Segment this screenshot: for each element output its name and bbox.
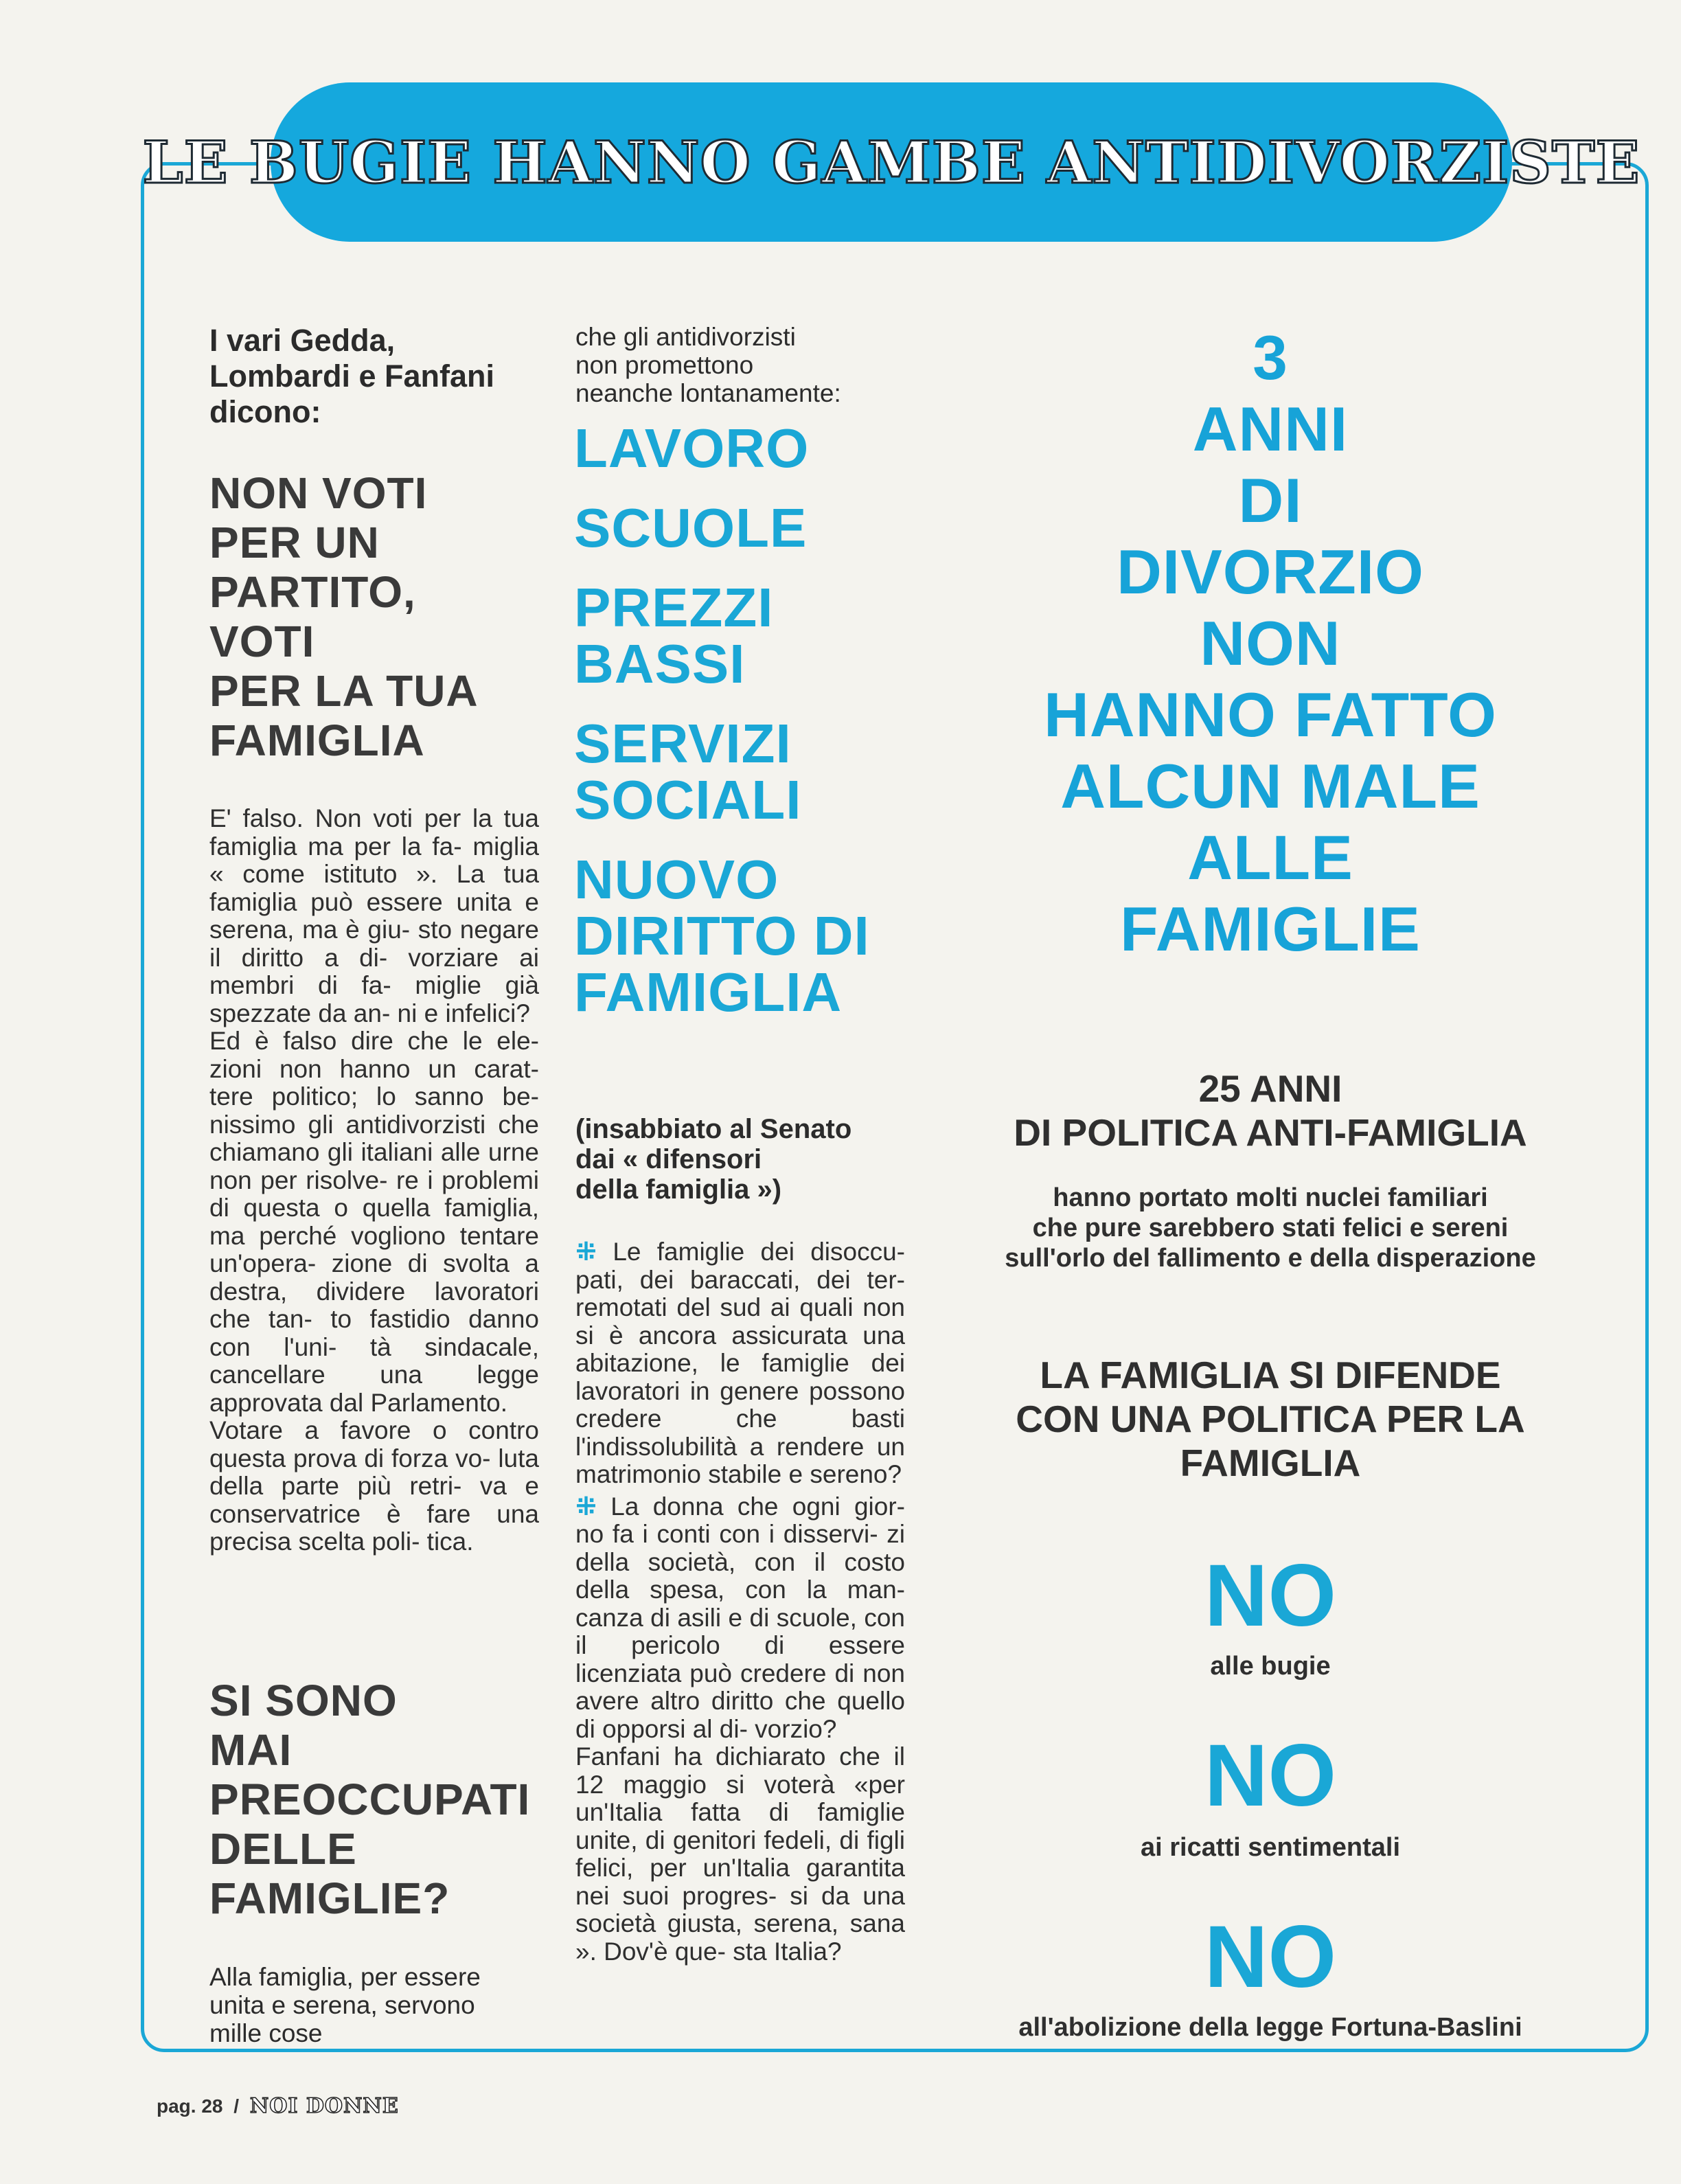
- heading-line: DELLE: [209, 1824, 357, 1874]
- col3-section2-title: [941, 1353, 1600, 1485]
- section-title-line: CON UNA POLITICA PER LA: [1016, 1398, 1525, 1440]
- no-slogan-1: NO: [1204, 1547, 1336, 1645]
- col3-section1-text: [941, 1183, 1600, 1273]
- note-line: (insabbiato al Senato: [575, 1114, 852, 1144]
- headline-line: FAMIGLIE: [1120, 895, 1421, 964]
- body-paragraph: Ed è falso dire che le ele- zioni non hanno un carat- tere politico; lo sanno be- nissimo gli antidivorzisti che chiamano gli italiani alle urne non per risolve- re i problemi di questa o quella famiglia, ma perché vogliono tentare un'opera- zione di svolta a destra, dividere lavoratori che tan- to fastidio danno con l'uni- tà sindacale, cancellare una legge approvata dal Parlamento.: [209, 1027, 539, 1417]
- col1-heading-1: [209, 468, 479, 765]
- intro-line: dicono:: [209, 394, 321, 429]
- body-paragraph: Alla famiglia, per essere unita e serena, servono mille cose: [209, 1963, 481, 2047]
- heading-line: PER LA TUA: [209, 666, 479, 716]
- section-title-line: FAMIGLIA: [1180, 1442, 1361, 1484]
- col1-intro: [209, 323, 494, 430]
- headline-line: DIVORZIO: [1117, 538, 1424, 607]
- body-paragraph: Votare a favore o contro questa prova di forza vo- luta della parte più retri- va e conservatrice è fare una precisa scelta poli- tica.: [209, 1416, 539, 1556]
- demand-item: SERVIZI SOCIALI: [574, 713, 802, 830]
- col2-intro: [575, 323, 841, 407]
- page-title: LE BUGIE HANNO GAMBE ANTIDIVORZISTE: [142, 128, 1640, 196]
- footer-separator: /: [233, 2095, 240, 2117]
- demand-item: PREZZI BASSI: [574, 577, 774, 694]
- no-slogan-3: NO: [1204, 1908, 1336, 2006]
- col1-closing: [209, 1963, 532, 2047]
- headline-line: ALCUN MALE: [1060, 752, 1480, 821]
- no-slogan-1-text: alle bugie: [1210, 1652, 1331, 1681]
- col3-headline: [941, 323, 1600, 966]
- heading-line: PER UN: [209, 518, 380, 567]
- asterisk-bullet-icon: ⁜: [575, 1492, 597, 1521]
- headline-line: DI: [1238, 466, 1303, 536]
- demand-item: SCUOLE: [574, 497, 808, 558]
- intro-line: Lombardi e Fanfani: [209, 359, 495, 394]
- section-title-line: LA FAMIGLIA SI DIFENDE: [1040, 1354, 1501, 1396]
- body-paragraph: La donna che ogni gior- no fa i conti con i disservi- zi della società, con il costo della spesa, con la man- canza di asili e di scuole, con il pericolo di essere licenziata può credere di non avere altro diritto che quello di opporsi al di- vorzio?: [575, 1492, 905, 1743]
- headline-line: NON: [1200, 609, 1341, 679]
- heading-line: PARTITO,: [209, 567, 416, 617]
- note-line: dai « difensori: [575, 1144, 762, 1174]
- col1-heading-2: [209, 1676, 530, 1923]
- title-banner: [142, 82, 1640, 242]
- heading-line: MAI: [209, 1725, 293, 1775]
- heading-line: FAMIGLIE?: [209, 1874, 450, 1923]
- heading-line: NON VOTI: [209, 468, 428, 518]
- section-text-line: che pure sarebbero stati felici e sereni: [1032, 1214, 1509, 1242]
- col1-body: [209, 805, 539, 1556]
- no-slogan-3-text: all'abolizione della legge Fortuna-Baslini: [1018, 2013, 1522, 2042]
- demand-item: LAVORO: [574, 418, 810, 479]
- headline-line: 3: [1253, 323, 1288, 393]
- col3-section1-title: [941, 1067, 1600, 1154]
- body-paragraph: E' falso. Non voti per la tua famiglia ma per la fa- miglia « come istituto ». La tua famiglia può essere unita e serena, ma è giu- sto negare il diritto a di- vorziare ai membri di fa- miglie già spezzate da an- ni e infelici?: [209, 804, 539, 1027]
- col2-demands-list: [574, 420, 890, 1044]
- body-paragraph: Fanfani ha dichiarato che il 12 maggio si voterà «per un'Italia fatta di famiglie unite, di genitori fedeli, di figli felici, per un'Italia garantita nei suoi progres- si da una società giusta, serena, sana ». Dov'è que- sta Italia?: [575, 1742, 905, 1966]
- col2-note: [575, 1114, 851, 1205]
- asterisk-bullet-icon: ⁜: [575, 1238, 597, 1266]
- headline-line: ANNI: [1192, 395, 1349, 464]
- intro-line: non promettono: [575, 351, 754, 379]
- section-text-line: hanno portato molti nuclei familiari: [1053, 1183, 1488, 1212]
- intro-line: neanche lontanamente:: [575, 379, 841, 407]
- note-line: della famiglia »): [575, 1174, 782, 1205]
- heading-line: VOTI: [209, 617, 315, 666]
- heading-line: FAMIGLIA: [209, 716, 425, 765]
- heading-line: SI SONO: [209, 1676, 398, 1725]
- page-footer: [157, 2094, 399, 2118]
- intro-line: I vari Gedda,: [209, 323, 396, 358]
- no-slogan-2-text: ai ricatti sentimentali: [1140, 1833, 1400, 1862]
- page-number: pag. 28: [157, 2095, 223, 2117]
- body-paragraph: Le famiglie dei disoccu- pati, dei baraccati, dei ter- remotati del sud ai quali non si è ancora assicurata una abitazione, le famiglie dei lavoratori in genere possono credere che basti l'indissolubilità a rendere un matrimonio stabile e sereno?: [575, 1238, 905, 1488]
- col2-body: [575, 1238, 905, 1966]
- no-slogan-2: NO: [1204, 1727, 1336, 1825]
- masthead-logo: NOI DONNE: [249, 2094, 399, 2118]
- section-title-line: DI POLITICA ANTI-FAMIGLIA: [1014, 1111, 1527, 1154]
- headline-line: ALLE: [1187, 823, 1353, 893]
- headline-line: HANNO FATTO: [1044, 681, 1497, 750]
- demand-item: NUOVO DIRITTO DI FAMIGLIA: [574, 849, 870, 1023]
- section-title-line: 25 ANNI: [1198, 1067, 1342, 1110]
- section-text-line: sull'orlo del fallimento e della disperazione: [1005, 1244, 1536, 1273]
- intro-line: che gli antidivorzisti: [575, 323, 796, 351]
- heading-line: PREOCCUPATI: [209, 1775, 531, 1824]
